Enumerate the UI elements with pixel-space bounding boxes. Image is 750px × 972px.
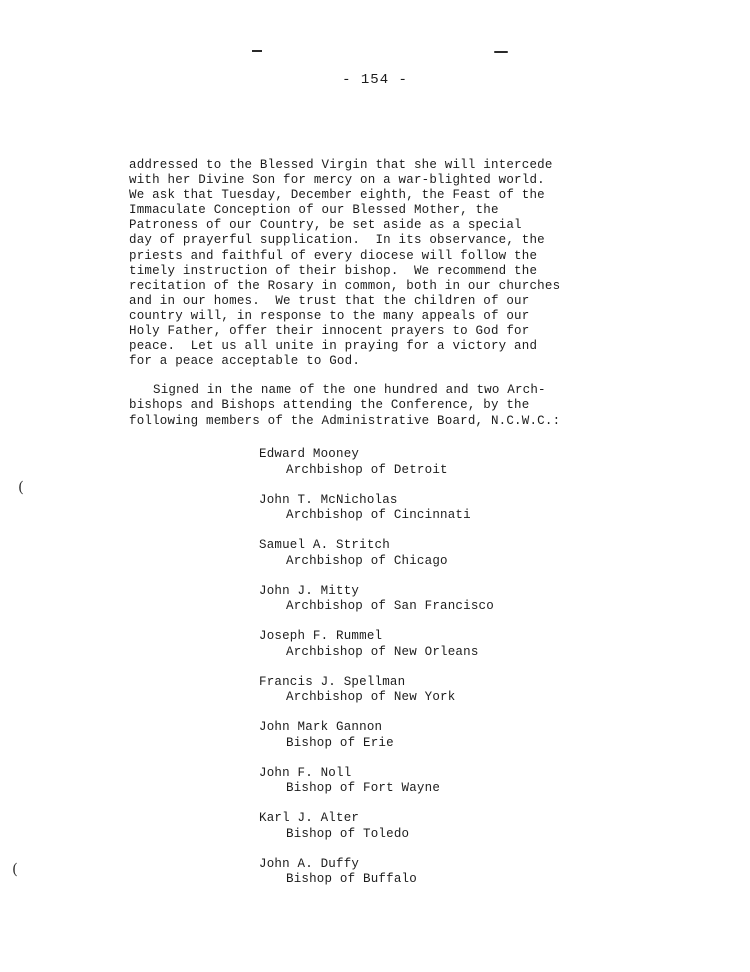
signatory <box>259 766 639 797</box>
text-line: country will, in response to the many appeals of our <box>129 308 530 323</box>
signatory <box>259 629 639 660</box>
signatory <box>259 493 639 524</box>
signatory-title: Bishop of Toledo <box>286 826 410 841</box>
signatory-title: Bishop of Erie <box>286 735 394 750</box>
text-line: Patroness of our Country, be set aside as a special <box>129 218 522 233</box>
signatory-name: Joseph F. Rummel <box>259 629 383 643</box>
text-line: day of prayerful supplication. In its observance, the <box>129 233 545 248</box>
page-number: - 154 - <box>342 72 408 88</box>
signatory <box>259 584 639 615</box>
signatory-title: Archbishop of Chicago <box>286 553 448 568</box>
text-line: following members of the Administrative Board, N.C.W.C.: <box>129 413 561 428</box>
text-line: for a peace acceptable to God. <box>129 354 361 369</box>
signatory-name: John Mark Gannon <box>259 720 383 734</box>
signatory-title: Archbishop of New York <box>286 690 456 704</box>
signatory-title: Archbishop of Detroit <box>286 462 448 477</box>
signatory-title: Bishop of Fort Wayne <box>286 781 441 795</box>
margin-mark: ( <box>12 860 18 878</box>
text-line: addressed to the Blessed Virgin that she will intercede <box>129 158 553 172</box>
paragraph-gap <box>129 369 649 383</box>
text-line: Holy Father, offer their innocent prayers to God for <box>129 324 530 339</box>
signatory-name: Francis J. Spellman <box>259 674 406 689</box>
paragraph-signature-intro <box>129 383 649 428</box>
signatory-name: John T. McNicholas <box>259 492 398 507</box>
signatory <box>259 675 639 706</box>
text-line: priests and faithful of every diocese will follow the <box>129 248 538 263</box>
signatory-title: Archbishop of Cincinnati <box>286 508 471 522</box>
signatory-title: Bishop of Buffalo <box>286 872 417 886</box>
text-line: timely instruction of their bishop. We recommend the <box>129 263 538 278</box>
signatory <box>259 720 639 751</box>
text-line: Immaculate Conception of our Blessed Mother, the <box>129 203 499 218</box>
signatory <box>259 857 639 888</box>
signatory <box>259 447 639 478</box>
signatory-name: John A. Duffy <box>259 856 360 871</box>
text-line: peace. Let us all unite in praying for a victory and <box>129 339 538 354</box>
text-line: Signed in the name of the one hundred and two Arch- <box>153 383 546 398</box>
text-line: We ask that Tuesday, December eighth, the Feast of the <box>129 188 545 203</box>
scan-mark <box>252 50 262 52</box>
signatory-name: Edward Mooney <box>259 447 360 461</box>
letter-body <box>129 158 649 429</box>
text-line: with her Divine Son for mercy on a war-blighted world. <box>129 173 545 188</box>
signatory-name: John J. Mitty <box>259 583 360 598</box>
text-line: recitation of the Rosary in common, both in our churches <box>129 278 561 293</box>
scan-mark <box>494 51 508 53</box>
margin-mark: ( <box>18 478 24 496</box>
signatory <box>259 811 639 842</box>
signatory <box>259 538 639 569</box>
signatory-list <box>259 447 639 902</box>
signatory-name: Karl J. Alter <box>259 811 360 825</box>
signatory-title: Archbishop of San Francisco <box>286 599 494 613</box>
text-line: bishops and Bishops attending the Conference, by the <box>129 398 530 413</box>
signatory-name: Samuel A. Stritch <box>259 538 390 552</box>
paragraph-closing-appeal <box>129 158 649 369</box>
signatory-name: John F. Noll <box>259 765 352 780</box>
signatory-title: Archbishop of New Orleans <box>286 644 479 659</box>
text-line: and in our homes. We trust that the children of our <box>129 293 530 308</box>
